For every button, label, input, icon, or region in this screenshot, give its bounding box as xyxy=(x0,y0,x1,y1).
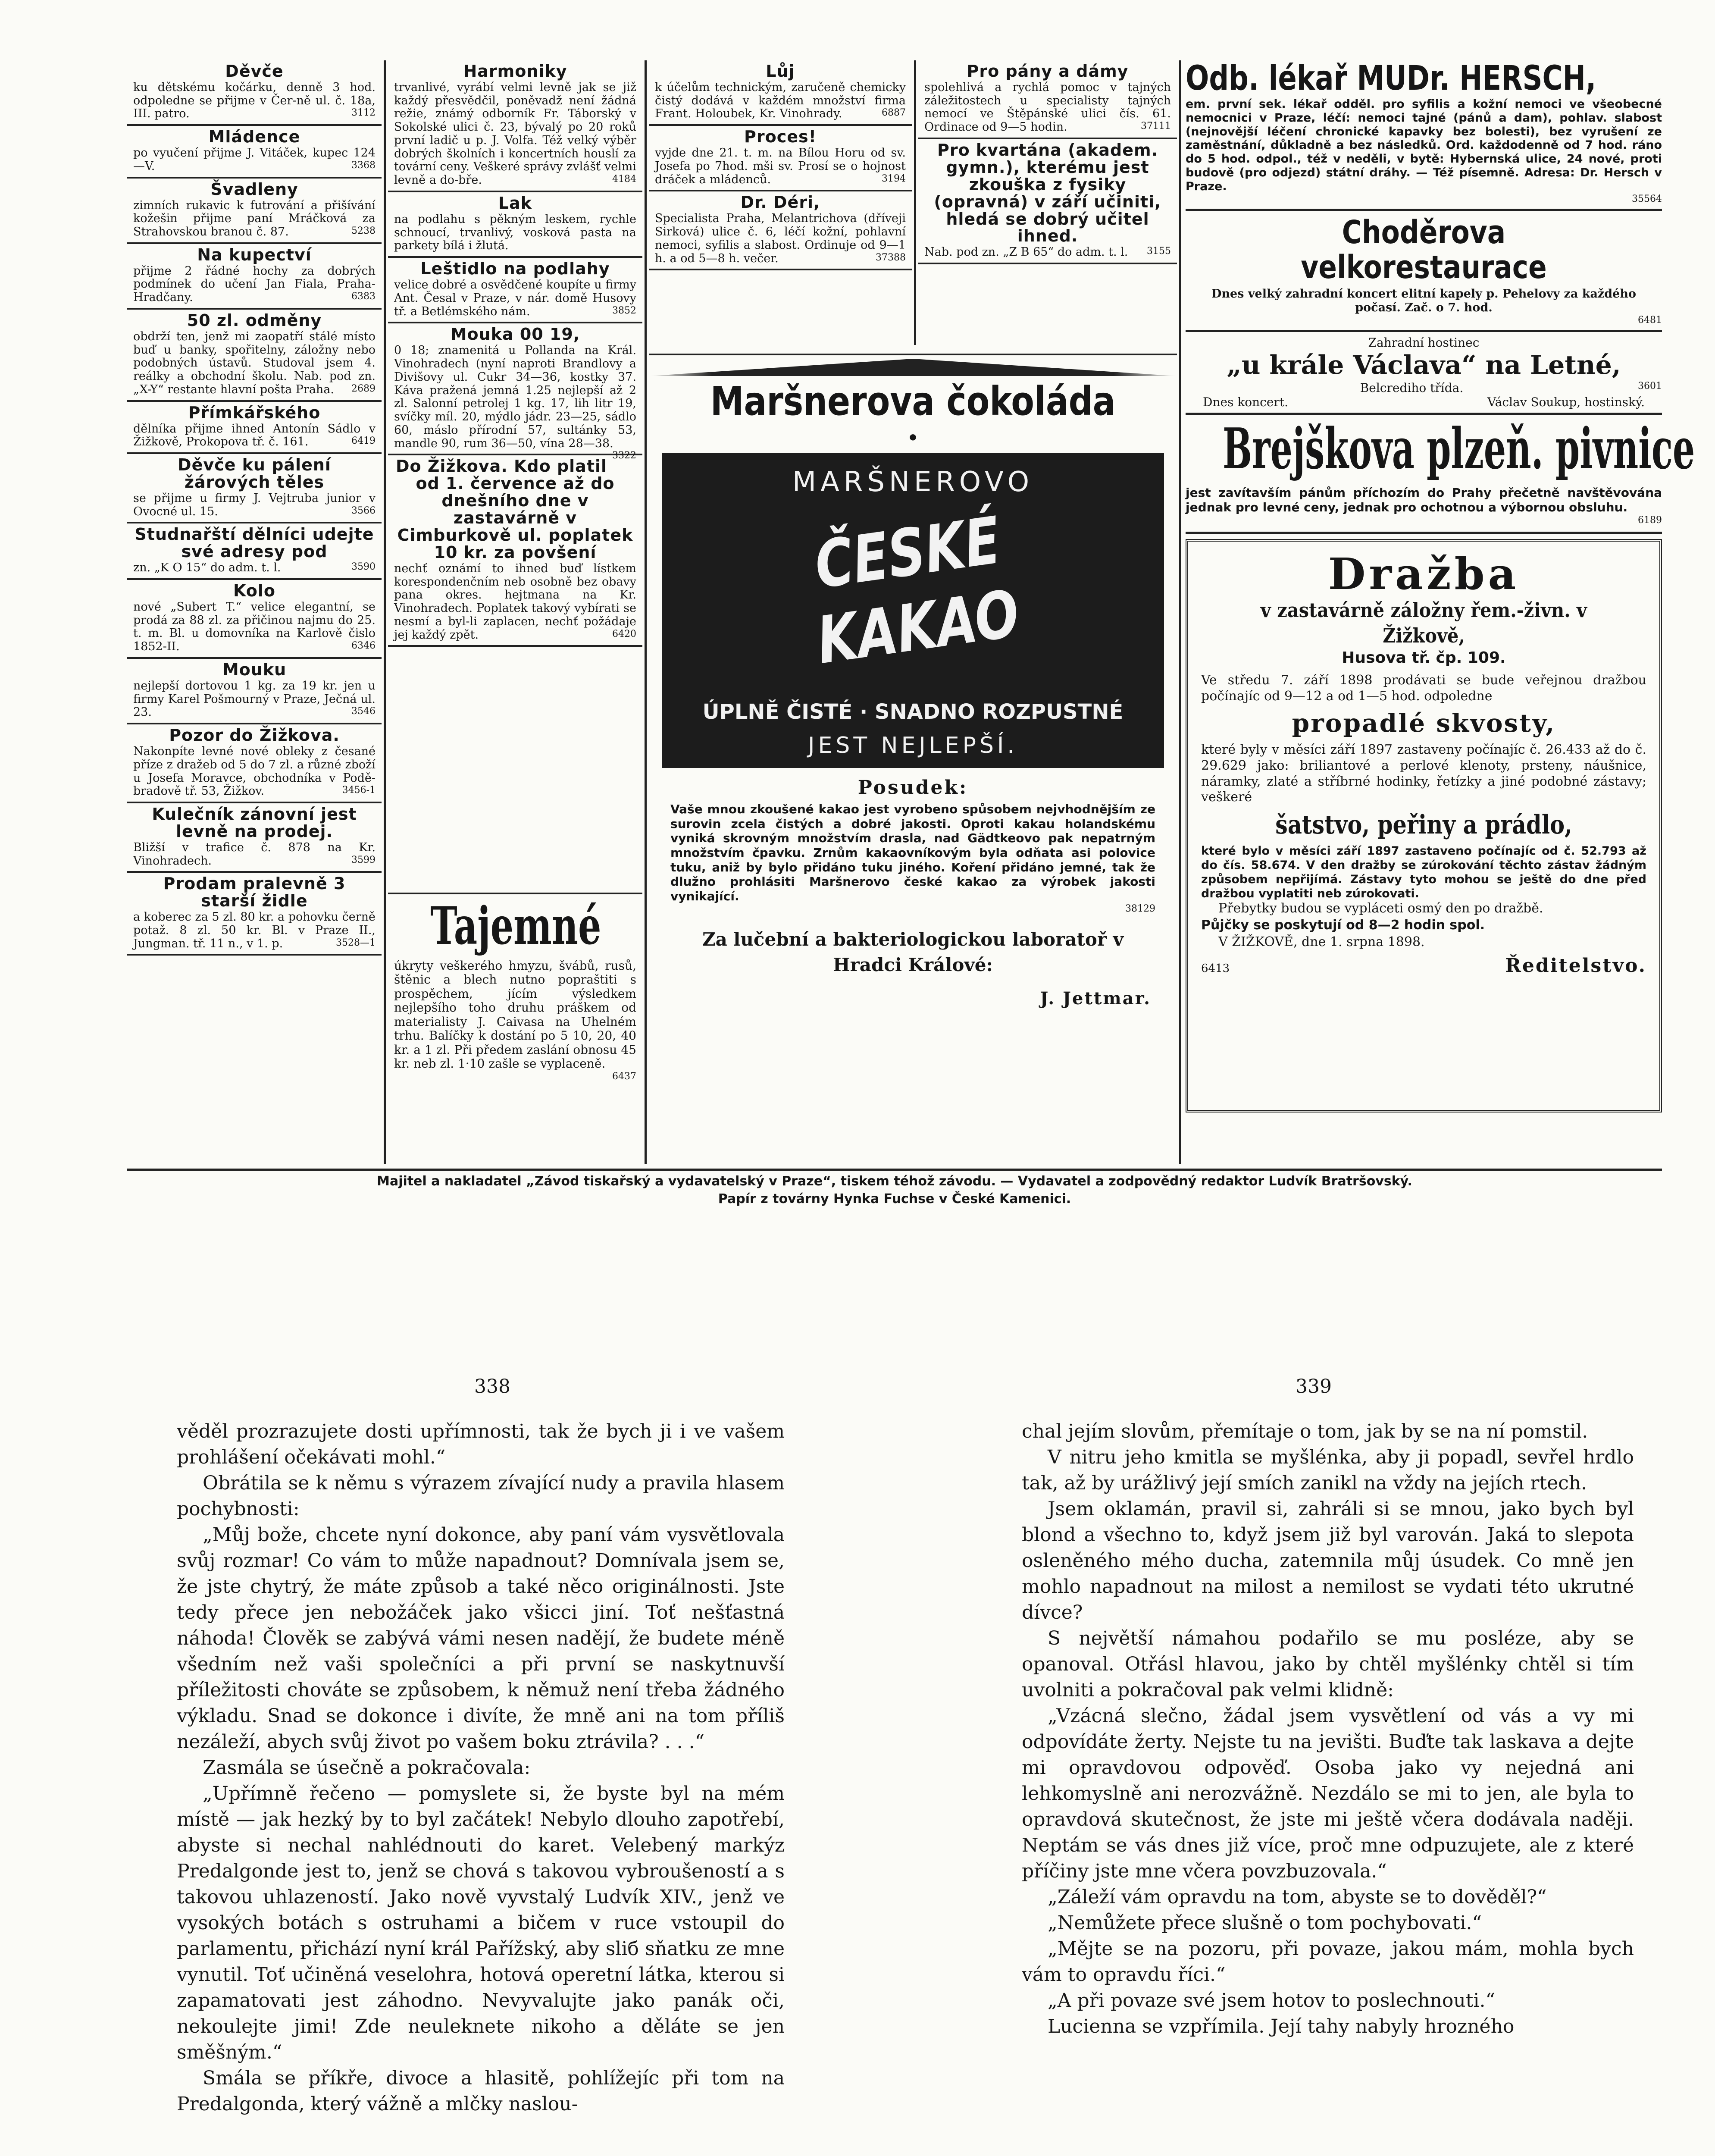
ad-title: Kolo xyxy=(233,581,276,600)
drazba-p2: které byly v měsíci září 1897 zastaveny počínajíc č. 26.433 až do č. 29.629 jako: briliantové a perlové klenoty, prsteny, náušnice, náramky, zlaté a stříbrné hodinky, řetízky a jiné podobné zástavy; veškeré xyxy=(1201,742,1646,805)
drazba-p4: Přebytky budou se vypláceti osmý den po dražbě. xyxy=(1218,901,1543,916)
ad-text xyxy=(655,81,906,121)
ad-code: 3112 xyxy=(351,107,376,119)
ad-title: Leštidlo na podlahy xyxy=(420,259,610,279)
right-page-text xyxy=(1022,1419,1634,2156)
drazba-title: Dražba xyxy=(1328,548,1520,599)
drazba-code: 6413 xyxy=(1201,962,1230,975)
ad-column-right xyxy=(1186,59,1695,1164)
paragraph: Zasmála se úsečně a pokračovala: xyxy=(203,1757,531,1779)
ad-column-4 xyxy=(918,60,1177,345)
left-page-text xyxy=(177,1419,785,2156)
ad-column-1 xyxy=(127,60,382,1164)
ad-code: 3194 xyxy=(882,173,906,184)
ad-code: 3590 xyxy=(351,561,376,573)
ad-body: po vyučení přijme J. Vitáček, kupec 124—V. xyxy=(133,146,376,173)
posudek-title: Posudek: xyxy=(858,777,968,799)
classified-ad xyxy=(127,873,382,956)
classified-ad xyxy=(127,580,382,659)
newspaper-ad-page xyxy=(127,59,1695,1181)
paragraph: Lucienna se vzpřímila. Její tahy nabyly hrozného xyxy=(1048,2015,1515,2037)
ad-text xyxy=(133,601,376,654)
ad-body: Bližší v trafice č. 878 na Kr. Vinohradech. xyxy=(133,840,376,868)
kakao-line-3: ÚPLNĚ ČISTÉ · SNADNO ROZPUSTNÉ xyxy=(702,700,1124,724)
kakao-banner xyxy=(662,453,1164,768)
posudek-code: 38129 xyxy=(1125,903,1155,915)
ad-text xyxy=(394,344,636,461)
left-page-number: 338 xyxy=(474,1376,510,1398)
marsner-dot: • xyxy=(906,426,920,451)
ad-code: 3322 xyxy=(612,450,636,461)
brejsek-text: jest zavítavším pánům příchozím do Prahy přečetně navštěvována jednak pro levné ceny, jednak pro ochotnou a výbornou obsluhu. xyxy=(1186,486,1662,514)
ad-column-2 xyxy=(388,60,642,888)
ad-body: Specialista Praha, Melantrichova (dříveji Sirková) ulice č. 6, léčí kožní, pohlavní nemoci, syfilis a slabost. Ordinuje od 9—1 h. a od 5—8 h. večer. xyxy=(655,212,906,265)
vaclav-footer xyxy=(1186,395,1662,409)
classified-ad xyxy=(649,126,912,191)
classified-ad xyxy=(649,60,912,126)
drazba-p1: Ve středu 7. září 1898 prodávati se bude veřejnou dražbou počínajíc od 9—12 a od 1—5 hod. odpoledne xyxy=(1201,673,1646,704)
paragraph: „Mějte se na pozoru, při povaze, jakou mám, mohla bych vám to opravdu říci.“ xyxy=(1022,1938,1634,1986)
ad-body: Nakonpíte levné nové obleky z česané příze z dražeb od 5 do 7 zl. a různé zboží u Josefa Moravce, obchodníka v Podě-bradově tř. 53, Žižkov. xyxy=(133,745,376,798)
ad-title: Pro kvartána (akadem. gymn.), kterému jest zkouška z fysiky (opravná) v září učiniti, hledá se dobrý učitel ihned. xyxy=(934,140,1161,246)
signature: J. Jettmar. xyxy=(1040,988,1151,1009)
classified-ad xyxy=(388,60,642,192)
ad-body: 0 18; znamenitá u Pollanda na Král. Vinohradech (nyní naproti Brandlovy a Divišovy ul. Cukr 34—36, kostky 37. Káva pražená jemná 1.25 nejlepší až 2 zl. Salonní petrolej 1 kg. 17, lih litr 19, svíčky míl. 20, mýdlo jádr. 23—25, sádlo 60, máslo přírodní 57, sultánky 53, mandle 90, rum 36—50, vína 28—38. xyxy=(394,344,636,450)
ad-title: Pozor do Žižkova. xyxy=(169,726,340,745)
kakao-line-1: MARŠNEROVO xyxy=(792,466,1034,498)
drazba-p6: V ŽIŽKOVĚ, dne 1. srpna 1898. xyxy=(1218,934,1425,950)
ad-text xyxy=(133,841,376,868)
paragraph: S největší námahou podařilo se mu posléze, aby se opanoval. Otřásl hlavou, jako by chtěl myšlénky chtěl si tím uvolniti a pokračoval pak velmi klidně: xyxy=(1022,1627,1634,1701)
drazba-sub: v zastavárně záložny řem.-živn. v Žižkově, xyxy=(1260,598,1587,648)
ad-title: Studnařští dělníci udejte své adresy pod xyxy=(135,525,374,561)
column-rule xyxy=(914,60,916,345)
ad-code: 3528—1 xyxy=(336,937,376,948)
classified-ad xyxy=(127,60,382,126)
ad-code: 3566 xyxy=(351,505,376,516)
tajemne-text: úkryty veškerého hmyzu, švábů, rusů, štěnic a blech nutno popraštiti s prospěchem, jícím výsledkem nejlepšího toho druhu práškem od materialisty J. Caivasa na Uhelném trhu. Balíčky k dostání po 5 10, 20, 40 kr. a 1 zl. Při předem zaslání obnosu 45 kr. neb zl. 1·10 zašle se vyplaceně. xyxy=(394,959,636,1071)
ad-code: 3546 xyxy=(351,706,376,717)
ad-text xyxy=(133,745,376,798)
ad-title: Prodam pralevně 3 starší židle xyxy=(163,874,346,911)
kakao-line-4: JEST NEJLEPŠÍ. xyxy=(808,733,1018,759)
ad-code: 6420 xyxy=(612,628,636,639)
kakao-line-2: ČESKÉ KAKAO xyxy=(810,503,1024,679)
ad-code: 5238 xyxy=(351,226,376,237)
ad-body: zn. „K O 15“ do adm. t. l. xyxy=(133,561,281,575)
ad-text xyxy=(133,492,376,519)
ad-title: Přímkářského xyxy=(188,403,321,422)
drazba-propadle: propadlé skvosty, xyxy=(1292,708,1556,738)
ad-code: 37111 xyxy=(1141,121,1171,132)
ad-text xyxy=(133,561,376,575)
paragraph: „Vzácná slečno, žádal jsem vysvětlení od vás a vy mi odpovídáte žerty. Nejste tu na jevišti. Buďte tak laskava a dejte mi opravdovou odpověď. Osoba jako vy nejedná ani lehkomyslně ani nerozvážně. Nezdálo se mi to jen, ale byla to opravdová skutečnost, že jste mi ještě včera dodávala naději. Neptám se vás dnes již více, proč mne odpuzujete, ale z které příčiny jste mne včera povzbuzovala.“ xyxy=(1022,1705,1634,1882)
ad-title: 50 zl. odměny xyxy=(187,310,322,330)
paragraph: Jsem oklamán, pravil si, zahráli si se mnou, jako bych byl blond a všechno to, když jsem již byl varován. Jaká to slepota osleněného mého ducha, zatemnila můj úsudek. Co mně jen mohlo napadnout na milost a nemilost se vydati této ukrutné dívce? xyxy=(1022,1498,1634,1623)
ad-title: Harmoniky xyxy=(463,62,567,81)
drazba-footer xyxy=(1201,955,1646,977)
footer-rule xyxy=(127,1169,1662,1171)
ad-code: 3599 xyxy=(351,854,376,865)
drazba-satstvo: šatstvo, peřiny a prádlo, xyxy=(1275,809,1572,840)
column-rule xyxy=(1179,60,1181,1164)
ad-title: Pro pány a dámy xyxy=(967,62,1129,81)
classified-ad xyxy=(388,258,642,323)
paragraph: chal jejím slovům, přemítaje o tom, jak by se na ní pomstil. xyxy=(1022,1420,1588,1442)
classified-ad xyxy=(127,659,382,724)
tajemne-ad xyxy=(388,893,642,1164)
vaclav-street: Belcrediho třída. xyxy=(1360,381,1464,395)
imprint-line-1: Majitel a nakladatel „Závod tiskařský a vydavatelský v Praze“, tiskem téhož závodu. — Vydavatel a zodpovědný redaktor Ludvík Bratršovský. xyxy=(377,1174,1412,1189)
choder-text: Dnes velký zahradní koncert elitní kapely p. Pehelovy za každého počasí. Zač. o 7. hod. xyxy=(1211,287,1636,314)
ad-title: Lůj xyxy=(766,62,795,81)
ad-title: Mouku xyxy=(222,660,287,679)
lab-note: Za lučební a bakteriologickou laboratoř v Hradci Králové: xyxy=(702,929,1124,976)
ad-title: Proces! xyxy=(744,127,817,147)
classified-ad xyxy=(127,402,382,454)
ad-body: na podlahu s pěkným leskem, rychle schnoucí, trvanlivý, vosková pasta na parkety bílá i žlutá. xyxy=(394,212,636,253)
ad-text xyxy=(655,147,906,186)
posudek-text: Vaše mnou zkoušené kakao jest vyrobeno spůsobem nejvhodnějším ze surovin zcela čistých a dobré jakosti. Oproti kakau holandskému vyniká skrovným množstvím drasla, nad Gädtkeovo pak nepatrným množstvím čpavku. Zrnům kakaovníkovým byla odňata asi polovice tuku, aniž by bylo přidáno tuku jiného. Koření přidáno jemné, tak že dlužno prohlásiti Maršnerovo české kakao za výrobek jakosti vynikající. xyxy=(670,802,1155,903)
classified-ad xyxy=(127,179,382,244)
paragraph: „Upřímně řečeno — pomyslete si, že byste byl na mém místě — jak hezký by to byl začátek! Nebylo dlouho zapotřebí, abyste si nechal nahlédnouti do karet. Velebený markýz Predalgonde jest to, jenž se chová s takovou vybroušeností a s takovou uhlazeností. Jako nově vyvstalý Ludvík XIV., jenž ve vysokých botách s ostruhami a bičem v ruce vstoupil do parlamentu, přichází nyní král Pařížský, aby sliб sňatku ze mne vynutil. Toť učiněná veselohra, hotová operetní látka, kterou si zapamatovati jest záhodno. Nevyvalujte jako panák oči, nekoulejte jimi! Zde neuleknete nikoho a děláte se jen směšným.“ xyxy=(177,1783,785,2063)
ad-text xyxy=(133,265,376,304)
ad-code: 6887 xyxy=(882,107,906,119)
choder-title: Choděrova velkorestaurace xyxy=(1301,213,1547,286)
choder-code: 6481 xyxy=(1638,315,1662,326)
vaclav-title: „u krále Václava“ na Letné, xyxy=(1227,350,1621,381)
right-page-number: 339 xyxy=(1296,1376,1332,1398)
vaclav-ad xyxy=(1186,332,1662,415)
imprint-line-2: Papír z továrny Hynka Fuchse v České Kamenici. xyxy=(718,1191,1071,1206)
ad-text xyxy=(133,199,376,239)
paragraph: „Můj bože, chcete nyní dokonce, aby paní vám vysvětlovala svůj rozmar! Co vám to může napadnout? Domnívala jsem se, že jste chytrý, že máte způsob a také něco originálnosti. Jste tedy přece jen nebožáček jako všicci jiní. Toť nešťastná náhoda! Člověk se zabývá vámi nesen nadějí, že budete méně všedním než vaši společníci a při první se naskytnuvší příležitosti chováte se způsobem, k němuž není třeba žádného výkladu. Snad se dokonce i divíte, že mně ani na tom příliš nezáleží, abych svůj život po vašem boku ztrávila? . . .“ xyxy=(177,1524,785,1753)
classified-ad xyxy=(388,323,642,461)
ad-text xyxy=(924,81,1171,134)
ad-title: Mouka 00 19, xyxy=(450,325,580,344)
ad-title: Švadleny xyxy=(210,179,298,199)
ad-text xyxy=(133,911,376,950)
classified-ad xyxy=(649,191,912,270)
ad-body: zimních rukavic k futrování a přišívání kožešin přijme paní Mráčková za Strahovskou branou č. 87. xyxy=(133,198,376,239)
drazba-sign: Ředitelstvo. xyxy=(1505,955,1646,977)
ad-text xyxy=(655,212,906,265)
ad-text xyxy=(133,330,376,397)
ad-title: Děvče xyxy=(225,62,284,81)
imprint xyxy=(127,1173,1662,1208)
classified-ad xyxy=(127,244,382,310)
ad-body: nechť oznámí to ihned buď lístkem korespondenčním neb osobně bez obavy pana okres. hejtmana na Kr. Vinohradech. Poplatek takový vybírati se nesmí a byl-li zaplacen, nechť požádaje jej každý zpět. xyxy=(394,561,636,642)
ad-body: trvanlivé, vyrábí velmi levně jak se již každý přesvědčil, poněvadž není žádná režie, známý odborník Fr. Táborský v Sokolské ulici č. 23, bývalý po 20 roků první ladič u p. J. Volfa. Též velký výběr dobrých školních i koncertních houslí za tovární ceny. Veškeré správy zvlášť velmi levně a do-bře. xyxy=(394,80,636,187)
classified-ad xyxy=(918,60,1177,139)
ad-text xyxy=(394,213,636,253)
ad-body: velice dobré a osvědčené koupíte u firmy Ant. Česal v Praze, v nár. domě Husovy tř. a Betlémského nám. xyxy=(394,278,636,318)
marsner-ad xyxy=(649,354,1177,1164)
paragraph: „Nemůžete přece slušně o tom pochybovati.“ xyxy=(1048,1912,1482,1934)
ad-text xyxy=(394,279,636,318)
wavy-rule xyxy=(649,359,1177,376)
classified-ad xyxy=(127,126,382,178)
vaclav-concert: Dnes koncert. xyxy=(1203,395,1288,410)
paragraph: věděl prozrazujete dosti upřímnosti, tak že bych ji i ve vašem prohlášení očekávati mohl.“ xyxy=(177,1420,785,1468)
ad-text xyxy=(133,680,376,719)
ad-code: 6383 xyxy=(351,291,376,302)
hersch-title: Odb. lékař MUDr. HERSCH, xyxy=(1186,59,1596,98)
hersch-ad xyxy=(1186,60,1662,211)
hersch-code: 35564 xyxy=(1632,193,1662,204)
ad-body: k účelům technickým, zaručeně chemicky čistý dodává v každém množství firma Frant. Holoubek, Kr. Vinohrady. xyxy=(655,80,906,121)
classified-ad xyxy=(127,454,382,523)
paragraph: V nitru jeho kmitla se myšlénka, aby ji popadl, sevřel hrdlo tak, až by urážlivý její smích zanikl na vždy na jejích rtech. xyxy=(1022,1446,1634,1494)
brejsek-code: 6189 xyxy=(1638,514,1662,526)
tajemne-code: 6437 xyxy=(612,1071,636,1082)
ad-code: 3155 xyxy=(1147,246,1171,257)
ad-body: Nab. pod zn. „Z B 65“ do adm. t. l. xyxy=(924,245,1128,259)
ad-code: 6419 xyxy=(351,436,376,447)
classified-ad xyxy=(127,803,382,873)
hersch-text: em. první sek. lékař odděl. pro syfilis a kožní nemoci ve všeobecné nemocnici v Praze, léčí: nemoci tajné (pánů a dam), pohlav. slabost (nejnovější léčení chronické kapavky bez bolesti), bez vyrušení ze zaměstnání, důkladně a bez následků. Ord. každodenně od 7 hod. ráno do 5 hod. odpol., též v neděli, v bytě: Hybernská ulice, 24 nové, proti budově (pro odjezd) státní dráhy. — Též písemně. Adresa: Dr. Hersch v Praze. xyxy=(1186,97,1662,193)
ad-code: 3852 xyxy=(612,305,636,316)
paragraph: Obrátila se k němu s výrazem zívající nudy a pravila hlasem pochybnosti: xyxy=(177,1472,785,1520)
ad-title: Dr. Déri, xyxy=(740,193,820,212)
ad-title: Mládence xyxy=(208,127,300,147)
classified-ad xyxy=(388,192,642,258)
ad-title: Do Žižkova. Kdo platil od 1. července až do dnešního dne v zastavárně v Cimburkově ul. poplatek 10 kr. za povšení xyxy=(395,457,633,562)
column-rule xyxy=(645,60,647,1164)
ad-code: 6346 xyxy=(351,640,376,652)
drazba-p3: které bylo v měsíci září 1897 zastaveno počínajíc od č. 52.793 až do čís. 58.674. V den dražby se zúrokování těchto zástav žádným způsobem nepřijímá. Zástavy tyto mohou se ještě do dne před dražbou vyplatiti neb zúrokovati. xyxy=(1201,844,1646,900)
vaclav-owner: Václav Soukup, hostinský. xyxy=(1487,395,1645,410)
marsner-title: Maršnerova čokoláda xyxy=(710,378,1116,424)
ad-body: dělníka přijme ihned Antonín Sádlo v Žižkově, Prokopova tř. č. 161. xyxy=(133,422,376,449)
ad-body: nejlepší dortovou 1 kg. za 19 kr. jen u firmy Karel Pošmourný v Praze, Ječná ul. 23. xyxy=(133,679,376,719)
ad-body: a koberec za 5 zl. 80 kr. a pohovku černě potaž. 8 zl. 50 kr. Bl. v Praze II., Jungman. tř. 11 n., v 1. p. xyxy=(133,910,376,950)
classified-ad xyxy=(127,724,382,803)
ad-column-3 xyxy=(649,60,912,345)
paragraph: „A při povaze své jsem hotov to poslechnouti.“ xyxy=(1048,1990,1495,2012)
ad-body: spolehlivá a rychlá pomoc v tajných záležitostech u specialisty tajných nemocí ve Štěpánské ulici čís. 61. Ordinace od 9—5 hodin. xyxy=(924,80,1171,134)
vaclav-addr xyxy=(1186,381,1662,395)
ad-body: se přijme u firmy J. Vejtruba junior v Ovocné ul. 15. xyxy=(133,491,376,518)
brejsek-title: Brejškova plzeň. pivnice xyxy=(1222,416,1695,482)
ad-body: nové „Subert T.“ velice elegantní, se prodá za 88 zl. za přičinou najmu do 25. t. m. Bl. u domovníka na Karlově čislo 1852-II. xyxy=(133,600,376,654)
choder-ad xyxy=(1186,211,1662,332)
ad-title: Na kupectví xyxy=(197,245,312,264)
ad-body: obdrží ten, jenž mi zaopatří stálé místo buď u banky, spořitelny, záložny nebo podobných ústavů. Studoval jsem 4. reálky a obchodní školu. Nab. pod zn. „X-Y“ restante hlavní pošta Praha. xyxy=(133,329,376,396)
ad-code: 4184 xyxy=(612,174,636,185)
tajemne-title: Tajemné xyxy=(430,896,601,956)
ad-title: Kulečník zánovní jest levně na prodej. xyxy=(152,805,357,841)
ad-text xyxy=(394,562,636,642)
ad-code: 37388 xyxy=(876,252,906,263)
classified-ad xyxy=(127,523,382,580)
drazba-ad xyxy=(1186,539,1662,1112)
ad-body: přijme 2 řádné hochy za dobrých podmínek do učení Jan Fiala, Praha-Hradčany. xyxy=(133,264,376,304)
ad-code: 2689 xyxy=(351,383,376,394)
ad-code: 3456-1 xyxy=(342,785,376,796)
column-rule xyxy=(384,60,386,1164)
ad-title: Děvče ku pálení žárových těles xyxy=(178,455,331,492)
ad-title: Lak xyxy=(498,194,532,213)
ad-text xyxy=(133,147,376,173)
ad-text xyxy=(133,423,376,449)
vaclav-pre: Zahradní hostinec xyxy=(1368,335,1480,350)
ad-text xyxy=(924,246,1171,259)
ad-body: ku dětskému kočárku, denně 3 hod. odpoledne se přijme v Čer-ně ul. č. 18a, III. patro. xyxy=(133,80,376,121)
classified-ad xyxy=(127,310,382,402)
ad-text xyxy=(133,81,376,121)
ad-text xyxy=(394,81,636,187)
paragraph: Smála se příkře, divoce a hlasitě, pohlížejíc při tom na Predalgonda, který vážně a mlčky naslou- xyxy=(177,2067,785,2115)
classified-ad xyxy=(918,139,1177,264)
brejsek-ad xyxy=(1186,415,1695,533)
vaclav-code: 3601 xyxy=(1638,381,1662,392)
ad-code: 3368 xyxy=(351,160,376,171)
drazba-p5: Půjčky se poskytují od 8—2 hodin spol. xyxy=(1201,918,1485,933)
drazba-street: Husova tř. čp. 109. xyxy=(1342,649,1506,667)
classified-ad xyxy=(388,455,642,647)
paragraph: „Záleží vám opravdu na tom, abyste se to dověděl?“ xyxy=(1048,1886,1547,1908)
ad-body: vyjde dne 21. t. m. na Bílou Horu od sv. Josefa po 7hod. mši sv. Prosí se o hojnost dráček a mládenců. xyxy=(655,146,906,186)
